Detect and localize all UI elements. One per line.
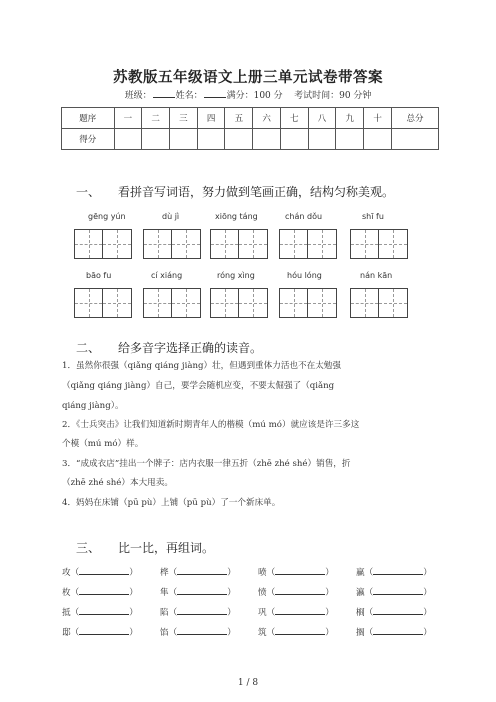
section3-heading (76, 539, 214, 556)
score-row-label: 得分 (62, 129, 115, 150)
score-cell[interactable] (253, 129, 281, 150)
score-header-cell: 一 (114, 108, 142, 129)
answer-blank[interactable] (177, 565, 227, 575)
question-line: 3．“成成衣店”挂出一个牌子：店内衣服一律五折（zhē zhé shé）销售，折 (62, 459, 351, 469)
compare-char: 陷 (160, 608, 169, 618)
answer-blank[interactable] (275, 585, 325, 595)
answer-blank[interactable] (373, 585, 423, 595)
answer-blank[interactable] (373, 605, 423, 615)
compare-char: 巩 (258, 608, 267, 618)
answer-blank[interactable] (373, 625, 423, 635)
score-header-cell: 五 (225, 108, 253, 129)
score-cell[interactable] (336, 129, 364, 150)
pinyin-label: cí xiáng (151, 271, 183, 280)
compare-char: 攻 (62, 568, 71, 578)
section1-heading (76, 183, 394, 200)
page-number: 1 / 8 (237, 678, 259, 688)
compare-char: 枚 (62, 588, 71, 598)
question-line: （zhē zhé shé）本大甩卖。 (62, 478, 173, 488)
compare-char: 筑 (258, 628, 267, 638)
compare-char: 馅 (160, 628, 169, 638)
compare-row: 攻（ ） 桦（ ） 喷（ ） 赢（ ） (62, 565, 454, 578)
pinyin-label: hóu lóng (287, 271, 322, 280)
class-blank (153, 88, 175, 98)
answer-blank[interactable] (275, 605, 325, 615)
question-line: 2．《士兵突击》让我们知道新时期青年人的楷模（mú mó）就应该是许三多这 (62, 420, 360, 430)
score-header-cell: 二 (142, 108, 170, 129)
section1-title: 看拼音写词语，努力做到笔画正确，结构匀称美观。 (118, 185, 395, 199)
writing-box[interactable] (279, 288, 337, 318)
score-header-cell: 九 (336, 108, 364, 129)
answer-blank[interactable] (79, 585, 129, 595)
answer-blank[interactable] (79, 625, 129, 635)
score-cell[interactable] (142, 129, 170, 150)
score-cell[interactable] (225, 129, 253, 150)
compare-char: 愤 (258, 588, 267, 598)
writing-box[interactable] (74, 288, 132, 318)
answer-blank[interactable] (79, 605, 129, 615)
score-cell[interactable] (364, 129, 392, 150)
answer-blank[interactable] (79, 565, 129, 575)
compare-char: 喷 (258, 568, 267, 578)
time-label: 考试时间：90 分钟 (294, 91, 372, 101)
pinyin-label: dù jì (162, 212, 180, 221)
question-line: 个模（mú mó）样。 (62, 439, 144, 449)
section3-title: 比一比，再组词。 (118, 541, 215, 555)
writing-box[interactable] (143, 288, 201, 318)
pinyin-label: shī fu (362, 212, 384, 221)
answer-blank[interactable] (177, 605, 227, 615)
compare-char: 榈 (356, 608, 365, 618)
answer-blank[interactable] (177, 625, 227, 635)
compare-char: 搁 (356, 628, 365, 638)
name-blank (204, 88, 226, 98)
page-title: 苏教版五年级语文上册三单元试卷带答案 (113, 69, 383, 86)
section2-number: 二、 (76, 341, 101, 355)
compare-char: 邸 (62, 628, 71, 638)
question-line: （qiǎng qiáng jiàng）自己，要学会随机应变，不要太倔强了（qiǎng (62, 381, 335, 391)
question-line: 4．妈妈在床铺（pū pù）上铺（pū pù）了一个新床单。 (62, 498, 281, 508)
score-table (61, 107, 439, 150)
compare-row: 邸（ ） 馅（ ） 筑（ ） 搁（ ） (62, 625, 454, 638)
writing-box[interactable] (279, 229, 337, 259)
compare-char: 赢 (356, 568, 365, 578)
section2-heading (76, 339, 262, 356)
compare-char: 隼 (160, 588, 169, 598)
score-cell[interactable] (308, 129, 336, 150)
pinyin-label: gēng yún (88, 212, 126, 221)
section2-title: 给多音字选择正确的读音。 (118, 341, 263, 355)
name-label: 姓名： (175, 91, 203, 101)
compare-row: 枚（ ） 隼（ ） 愤（ ） 瀛（ ） (62, 585, 454, 598)
answer-blank[interactable] (177, 585, 227, 595)
compare-char: 桦 (160, 568, 169, 578)
score-cell[interactable] (197, 129, 225, 150)
score-cell[interactable] (114, 129, 142, 150)
exam-meta (0, 88, 496, 101)
class-label: 班级： (124, 91, 152, 101)
compare-char: 瀛 (356, 588, 365, 598)
score-cell[interactable] (392, 129, 439, 150)
score-header-cell: 题序 (62, 108, 115, 129)
compare-row: 抵（ ） 陷（ ） 巩（ ） 榈（ ） (62, 605, 454, 618)
question-line: qiáng jiàng）。 (62, 401, 124, 411)
answer-blank[interactable] (275, 565, 325, 575)
answer-blank[interactable] (373, 565, 423, 575)
pinyin-label: róng xìng (217, 271, 255, 280)
score-cell[interactable] (170, 129, 198, 150)
answer-blank[interactable] (275, 625, 325, 635)
score-header-cell: 七 (280, 108, 308, 129)
question-line: 1．虽然你很强（qiǎng qiáng jiàng）壮，但遇到重体力活也不在太勉强 (62, 361, 341, 371)
score-header-cell: 八 (308, 108, 336, 129)
score-table-header-row (62, 108, 439, 129)
writing-box[interactable] (210, 229, 268, 259)
pinyin-label: nán kān (360, 271, 393, 280)
pinyin-label: xiōng táng (215, 212, 258, 221)
writing-box[interactable] (210, 288, 268, 318)
score-table-score-row (62, 129, 439, 150)
writing-box[interactable] (143, 229, 201, 259)
score-header-cell: 三 (170, 108, 198, 129)
pinyin-label: chán dǒu (285, 212, 323, 221)
writing-box[interactable] (350, 288, 408, 318)
compare-char: 抵 (62, 608, 71, 618)
score-cell[interactable] (280, 129, 308, 150)
writing-box[interactable] (350, 229, 408, 259)
section1-number: 一、 (76, 185, 101, 199)
score-header-cell: 十 (364, 108, 392, 129)
score-label: 满分：100 分 (226, 91, 283, 101)
writing-box[interactable] (74, 229, 132, 259)
score-header-cell: 总分 (392, 108, 439, 129)
score-header-cell: 六 (253, 108, 281, 129)
score-header-cell: 四 (197, 108, 225, 129)
section3-number: 三、 (76, 541, 101, 555)
pinyin-label: bāo fu (86, 271, 112, 280)
